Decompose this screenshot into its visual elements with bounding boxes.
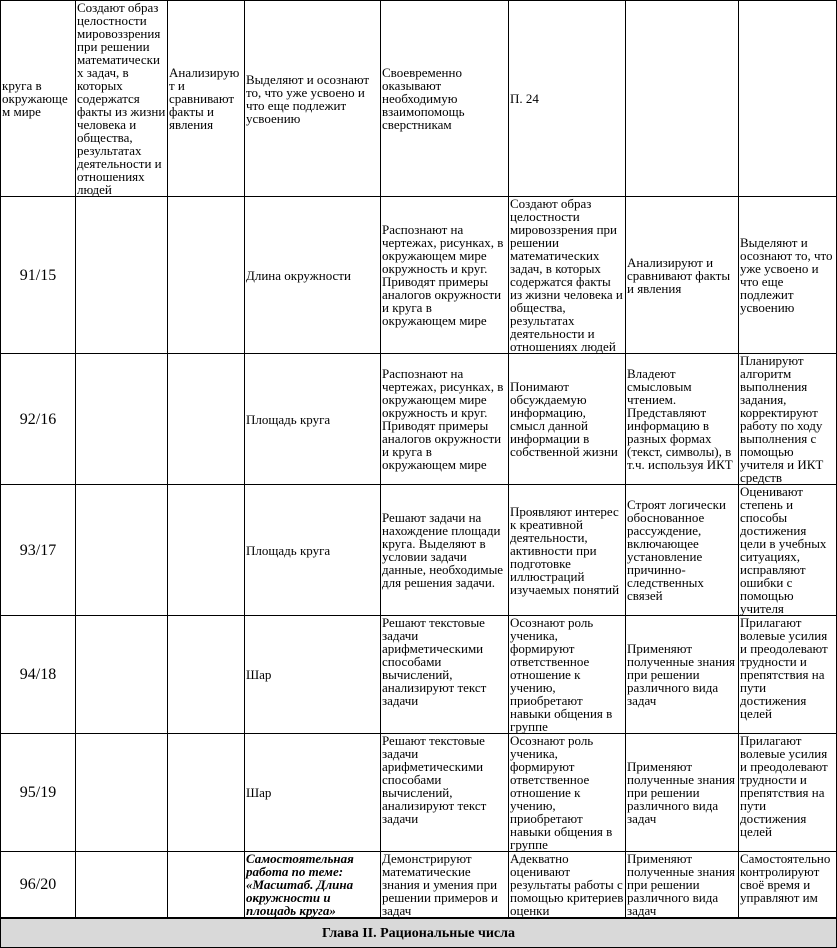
personal-results-cell: Проявляют интерес к креативной деятельности, активности при подготовке иллюстраций изучаемых понятий	[509, 485, 626, 616]
empty-cell	[168, 616, 245, 734]
empty-cell	[626, 1, 739, 197]
empty-cell	[168, 734, 245, 852]
personal-results-cell: Осознают роль ученика, формируют ответственное отношение к учению, приобретают навыки общения в группе	[509, 734, 626, 852]
table-row	[1, 1, 837, 197]
table-row	[1, 354, 837, 485]
personal-results-cell: Адекватно оценивают результаты работы с помощью критериев оценки	[509, 852, 626, 919]
regulatory-cell: Оценивают степень и способы достижения цели в учебных ситуациях, исправляют ошибки с помощью учителя	[739, 485, 837, 616]
regulatory-cell: Выделяют и осознают то, что уже усвоено и что еще подлежит усвоению	[245, 1, 381, 197]
empty-cell	[168, 485, 245, 616]
table-row	[1, 485, 837, 616]
empty-cell	[76, 734, 168, 852]
cognitive-cell: Владеют смысловым чтением. Представляют информацию в разных формах (текст, символы), в т.ч. используя ИКТ	[626, 354, 739, 485]
empty-cell	[168, 354, 245, 485]
chapter-row	[1, 918, 837, 948]
regulatory-cell: Планируют алгоритм выполнения задания, корректируют работу по ходу выполнения с помощью учителя и ИКТ средств	[739, 354, 837, 485]
lesson-topic: Площадь круга	[245, 354, 381, 485]
subject-results-cell: Решают текстовые задачи арифметическими способами вычислений, анализируют текст задачи	[381, 616, 509, 734]
empty-cell	[168, 197, 245, 354]
table-row	[1, 616, 837, 734]
subject-results-cell: Решают задачи на нахождение площади круга. Выделяют в условии задачи данные, необходимые для решения задачи.	[381, 485, 509, 616]
table-row	[1, 852, 837, 919]
lesson-topic: Площадь круга	[245, 485, 381, 616]
lesson-number: 94/18	[1, 616, 76, 734]
empty-cell	[76, 485, 168, 616]
lesson-number: 96/20	[1, 852, 76, 919]
cognitive-cell: Применяют полученные знания при решении различного вида задач	[626, 852, 739, 919]
regulatory-cell: Прилагают волевые усилия и преодолевают трудности и препятствия на пути достижения целей	[739, 734, 837, 852]
empty-cell	[76, 616, 168, 734]
lesson-number: 95/19	[1, 734, 76, 852]
table-row	[1, 197, 837, 354]
empty-cell	[76, 852, 168, 919]
lesson-topic: Длина окружности	[245, 197, 381, 354]
empty-cell	[739, 1, 837, 197]
regulatory-cell: Прилагают волевые усилия и преодолевают трудности и препятствия на пути достижения целей	[739, 616, 837, 734]
lesson-topic: Шар	[245, 616, 381, 734]
homework-cell: П. 24	[509, 1, 626, 197]
lesson-number: 92/16	[1, 354, 76, 485]
personal-results-cell: Осознают роль ученика, формируют ответственное отношение к учению, приобретают навыки общения в группе	[509, 616, 626, 734]
personal-results-cell: Создают образ целостности мировоззрения при решении математических задач, в которых содержатся факты из жизни человека и общества, результатах деятельности и отношениях людей	[509, 197, 626, 354]
chapter-heading: Глава II. Рациональные числа	[1, 918, 837, 948]
personal-results-cell: Понимают обсуждаемую информацию, смысл данной информации в собственной жизни	[509, 354, 626, 485]
cognitive-cell: Анализируют и сравнивают факты и явления	[626, 197, 739, 354]
personal-results-cell: Создают образ целостности мировоззрения при решении математических задач, в которых содержатся факты из жизни человека и общества, результатах деятельности и отношениях людей	[76, 1, 168, 197]
lesson-topic: Шар	[245, 734, 381, 852]
topic-cell: круга в окружающем мире	[1, 1, 76, 197]
communicative-cell: Своевременно оказывают необходимую взаимопомощь сверстникам	[381, 1, 509, 197]
cognitive-cell: Анализируют и сравнивают факты и явления	[168, 1, 245, 197]
cognitive-cell: Строят логически обоснованное рассуждение, включающее установление причинно-следственных связей	[626, 485, 739, 616]
subject-results-cell: Распознают на чертежах, рисунках, в окружающем мире окружность и круг. Приводят примеры аналогов окружности и круга в окружающем мире	[381, 197, 509, 354]
lesson-number: 93/17	[1, 485, 76, 616]
empty-cell	[168, 852, 245, 919]
cognitive-cell: Применяют полученные знания при решении различного вида задач	[626, 616, 739, 734]
cognitive-cell: Применяют полученные знания при решении различного вида задач	[626, 734, 739, 852]
lesson-topic: Самостоятельная работа по теме: «Масштаб. Длина окружности и площадь круга»	[245, 852, 381, 919]
empty-cell	[76, 197, 168, 354]
empty-cell	[76, 354, 168, 485]
regulatory-cell: Самостоятельно контролируют своё время и управляют им	[739, 852, 837, 919]
subject-results-cell: Демонстрируют математические знания и умения при решении примеров и задач	[381, 852, 509, 919]
lesson-number: 91/15	[1, 197, 76, 354]
regulatory-cell: Выделяют и осознают то, что уже усвоено и что еще подлежит усвоению	[739, 197, 837, 354]
subject-results-cell: Распознают на чертежах, рисунках, в окружающем мире окружность и круг. Приводят примеры аналогов окружности и круга в окружающем мире	[381, 354, 509, 485]
table-row	[1, 734, 837, 852]
subject-results-cell: Решают текстовые задачи арифметическими способами вычислений, анализируют текст задачи	[381, 734, 509, 852]
